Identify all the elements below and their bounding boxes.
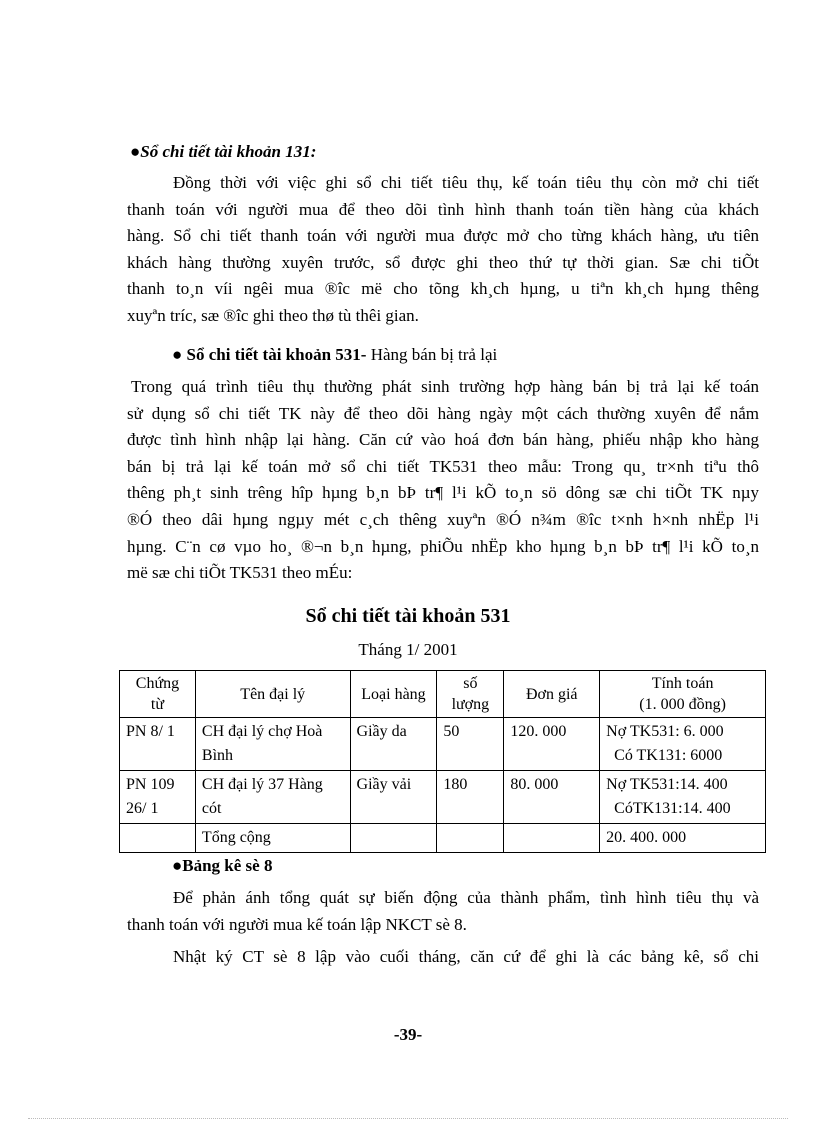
cell-empty	[437, 824, 504, 853]
paragraph-line: Đồng thời với việc ghi sổ chi tiết tiêu thụ, kế toán tiêu thụ còn mở chi tiết	[173, 173, 759, 192]
paragraph-line: Nhật ký CT sè 8 lập vào cuối tháng, căn cứ để ghi là các bảng kê, sổ chi	[173, 947, 759, 967]
paragraph-line: xuyªn tríc, sæ ®îc ghi theo thø tù thêi gian.	[127, 305, 419, 325]
cell-loai-hang: Giầy da	[350, 718, 437, 771]
paragraph-line: hàng. Sổ chi tiết thanh toán với người mua được mở cho từng khách hàng, ưu tiên	[127, 226, 759, 246]
paragraph-531	[127, 374, 759, 587]
cell-empty	[350, 824, 437, 853]
cell-dai-ly: CH đại lý 37 Hàng cót	[195, 771, 350, 824]
section-heading-bang-ke-8: ●Bảng kê sè 8	[172, 856, 273, 875]
col-header-don-gia: Đơn giá	[504, 671, 600, 718]
paragraph-line: Trong quá trình tiêu thụ thường phát sinh trường hợp hàng bán bị trả lại kế toán	[131, 377, 759, 396]
cell-empty	[504, 824, 600, 853]
table-row	[120, 771, 766, 824]
paragraph-line: thêng ph¸t sinh trêng hîp hµng b¸n bÞ tr¶ l¹i kÕ to¸n sö dông sæ chi tiÕt TK nµy	[127, 483, 759, 503]
cell-don-gia: 80. 000	[504, 771, 600, 824]
cell-don-gia: 120. 000	[504, 718, 600, 771]
cell-total-label: Tổng cộng	[195, 824, 350, 853]
cell-so-luong: 180	[437, 771, 504, 824]
cell-total-value: 20. 400. 000	[600, 824, 766, 853]
cell-chung-tu: PN 109 26/ 1	[120, 771, 196, 824]
paragraph-line: sử dụng sổ chi tiết TK này để theo dõi hàng ngày một cách thường xuyên để nắm	[127, 403, 759, 423]
ledger-table	[119, 670, 766, 853]
paragraph-line: më sæ chi tiÕt TK531 theo mÉu:	[127, 563, 353, 583]
col-header-loai-hang: Loại hàng	[350, 671, 437, 718]
paragraph-131	[127, 170, 759, 330]
paragraph-line: thanh toán với người mua để theo dõi tình hình thanh toán tiền hàng của khách	[127, 199, 759, 219]
cell-so-luong: 50	[437, 718, 504, 771]
col-header-chung-tu: Chứng từ	[120, 671, 196, 718]
paragraph-line: thanh to¸n víi ngêi mua ®îc më cho tõng kh¸ch hµng, u tiªn kh¸ch hµng thêng	[127, 279, 759, 299]
paragraph-line: ®Ó theo dâi hµng ngµy mét c¸ch thêng xuyªn ®Ó n¾m ®îc t×nh h×nh nhËp l¹i	[127, 509, 759, 529]
page-bottom-divider	[28, 1118, 788, 1119]
section-heading-531-bold: ● Sổ chi tiết tài khoản 531-	[172, 345, 367, 364]
table-title: Sổ chi tiết tài khoản 531	[305, 605, 511, 627]
cell-tinh-toan: Nợ TK531:14. 400 CóTK131:14. 400	[600, 771, 766, 824]
table-header-row	[120, 671, 766, 718]
paragraph-line: hµng. C¨n cø vµo ho¸ ®¬n b¸n hµng, phiÕu nhËp kho hµng b¸n bÞ tr¶ l¹i kÕ to¸n	[127, 536, 759, 556]
paragraph-bang-ke-8	[127, 885, 759, 971]
cell-chung-tu: PN 8/ 1	[120, 718, 196, 771]
col-header-ten-dai-ly: Tên đại lý	[195, 671, 350, 718]
paragraph-line: được tình hình nhập lại hàng. Căn cứ vào hoá đơn bán hàng, phiếu nhập kho hàng	[127, 430, 759, 450]
table-total-row	[120, 824, 766, 853]
paragraph-line: thanh toán với người mua kế toán lập NKCT sè 8.	[127, 914, 467, 934]
paragraph-line: Để phản ánh tổng quát sự biến động của thành phẩm, tình hình tiêu thụ và	[173, 888, 759, 907]
col-header-so-luong: số lượng	[437, 671, 504, 718]
page-number: -39-	[393, 1025, 423, 1044]
section-heading-131: ●Sổ chi tiết tài khoản 131:	[130, 142, 317, 161]
cell-tinh-toan: Nợ TK531: 6. 000 Có TK131: 6000	[600, 718, 766, 771]
cell-dai-ly: CH đại lý chợ Hoà Bình	[195, 718, 350, 771]
paragraph-line: bán bị trả lại kế toán mở sổ chi tiết TK531 theo mẫu: Trong qu¸ tr×nh tiªu thô	[127, 456, 759, 476]
table-row	[120, 718, 766, 771]
cell-empty	[120, 824, 196, 853]
paragraph-line: khách hàng thường xuyên trước, sổ được ghi theo thứ tự thời gian. Sæ chi tiÕt	[127, 252, 759, 272]
col-header-tinh-toan: Tính toán (1. 000 đồng)	[600, 671, 766, 718]
cell-loai-hang: Giầy vải	[350, 771, 437, 824]
table-subtitle: Tháng 1/ 2001	[358, 640, 458, 659]
section-heading-531-rest: Hàng bán bị trả lại	[366, 345, 498, 364]
section-heading-531	[172, 345, 497, 365]
